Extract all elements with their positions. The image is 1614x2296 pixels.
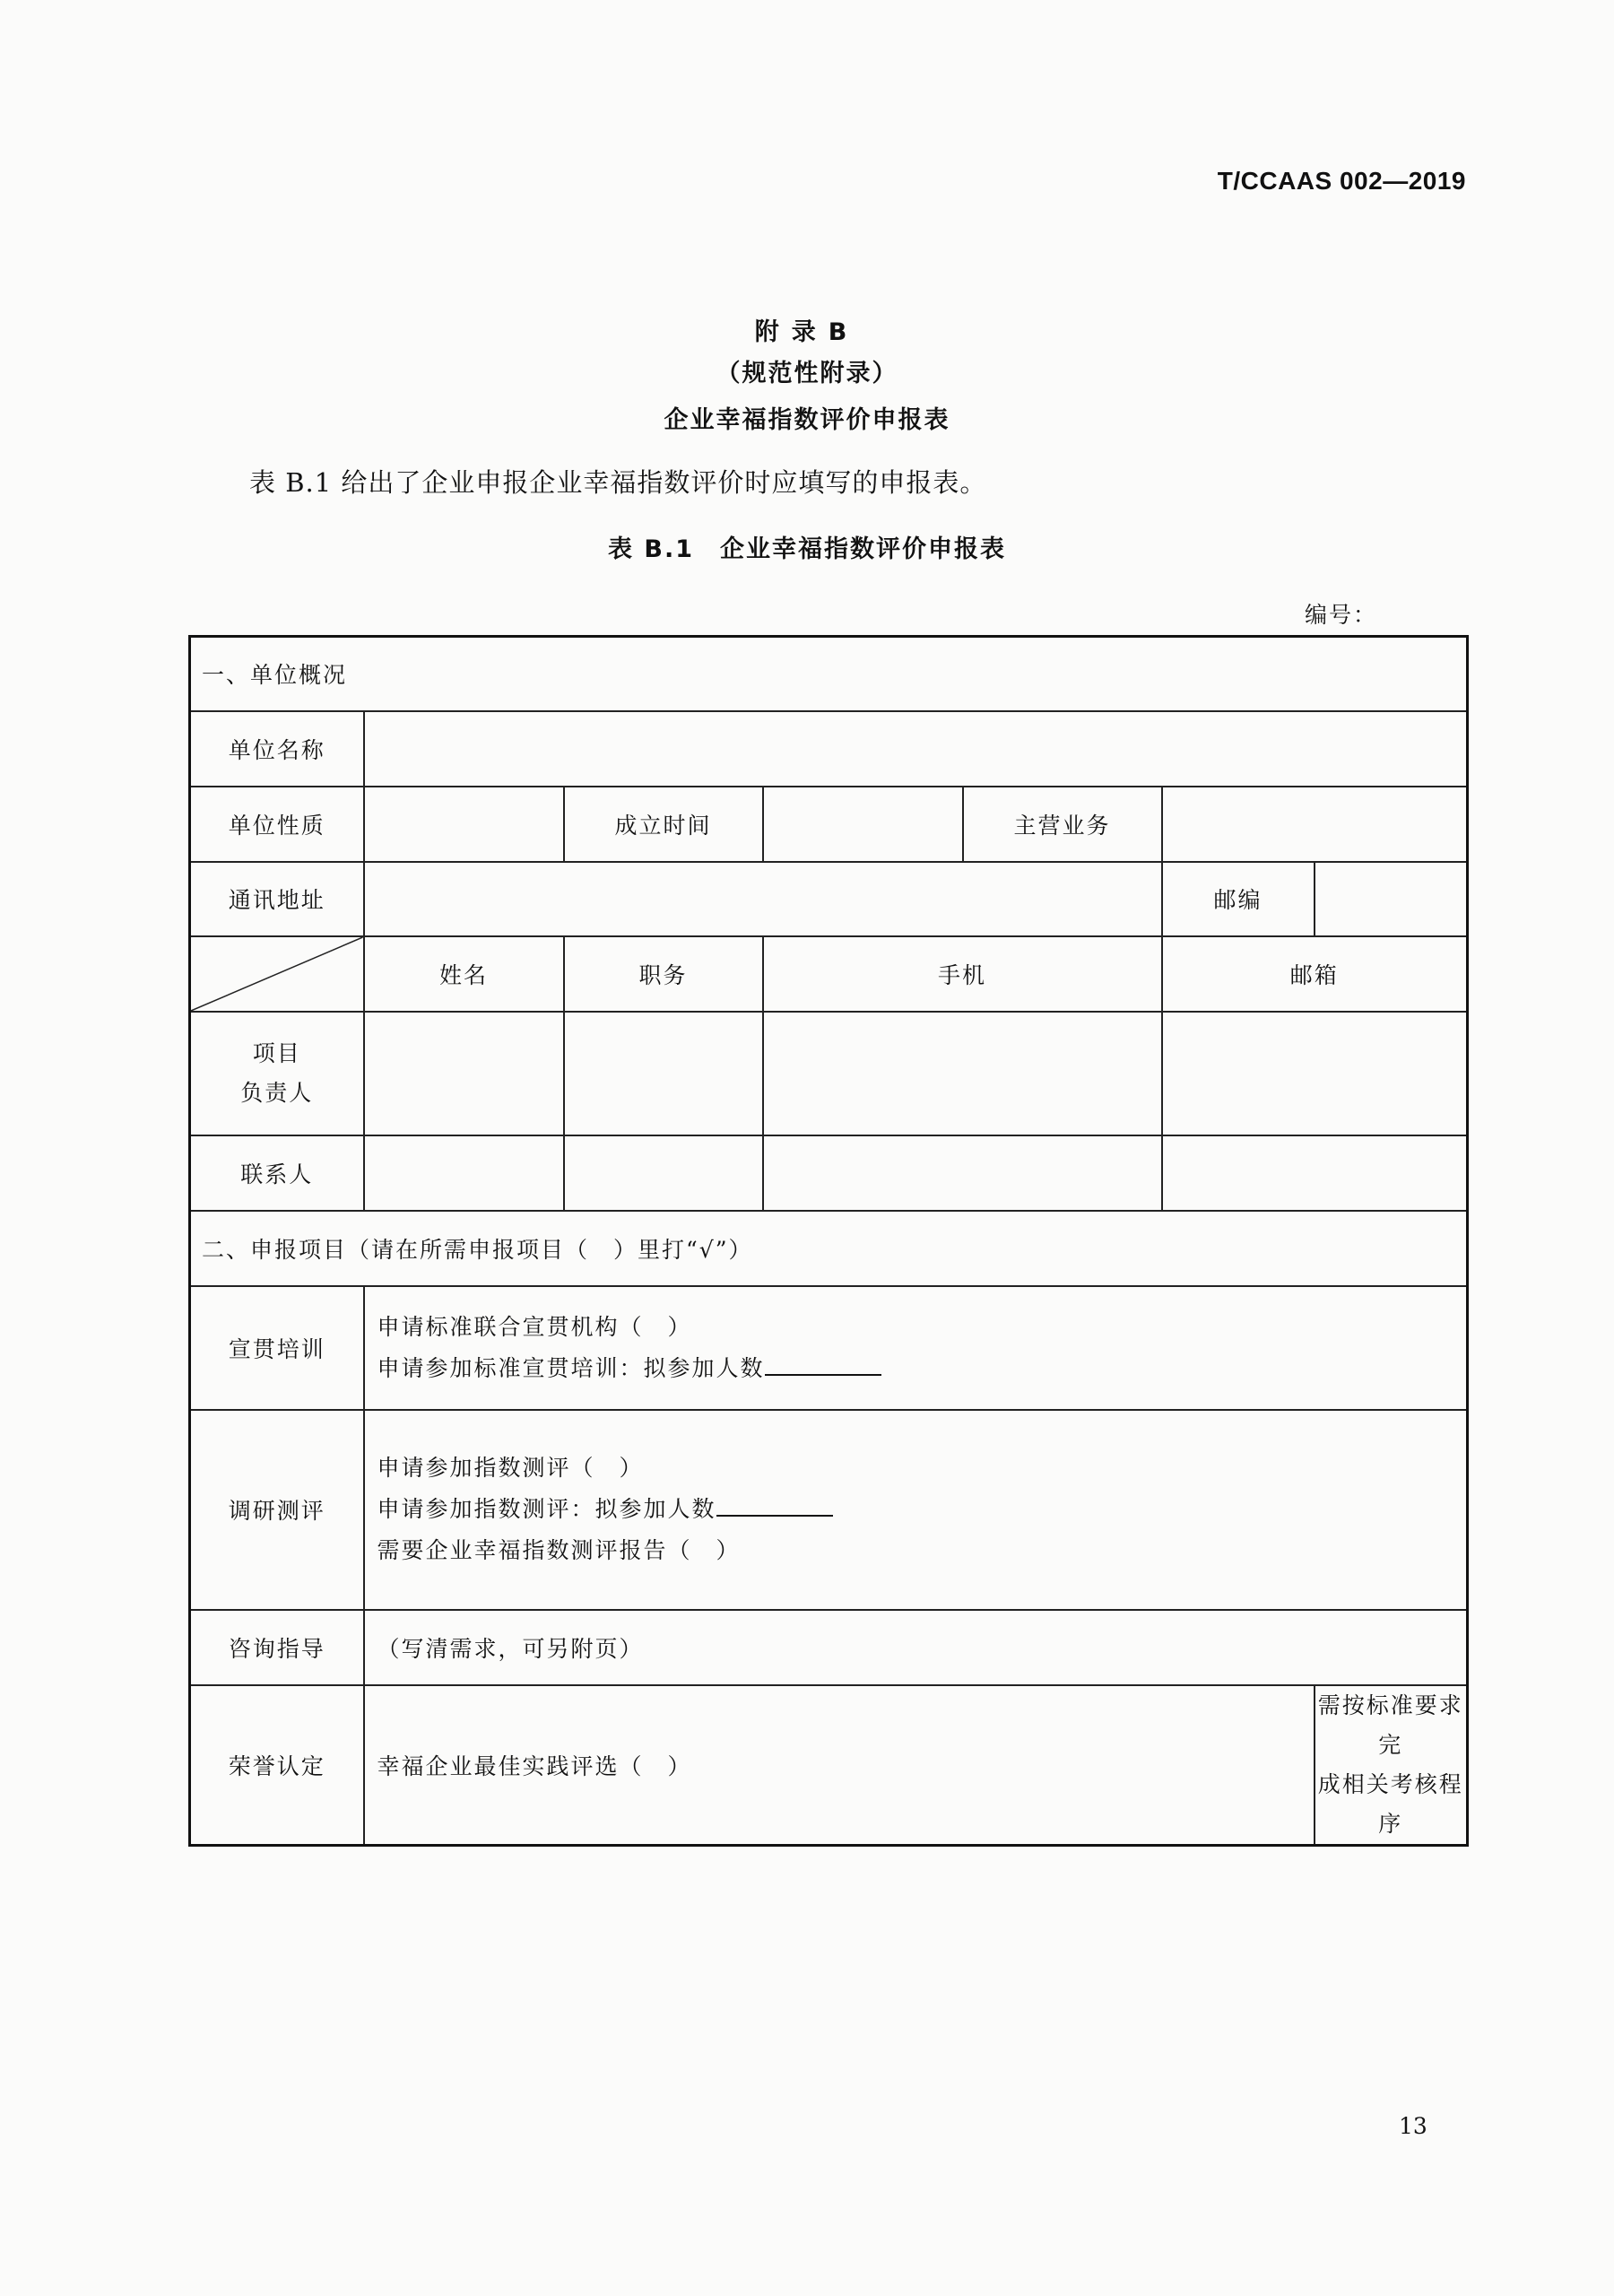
unit-name-field[interactable] <box>364 711 1468 787</box>
main-business-field[interactable] <box>1162 787 1468 862</box>
section-application-items: 二、申报项目（请在所需申报项目（ ）里打“√”） <box>190 1211 1468 1286</box>
contact-name-field[interactable] <box>364 1135 564 1211</box>
founded-label: 成立时间 <box>564 787 763 862</box>
project-leader-label <box>190 1012 364 1135</box>
leader-position-field[interactable] <box>564 1012 763 1135</box>
leader-email-field[interactable] <box>1162 1012 1468 1135</box>
unit-nature-field[interactable] <box>364 787 564 862</box>
intro-paragraph: 表 B.1 给出了企业申报企业幸福指数评价时应填写的申报表。 <box>249 467 987 498</box>
page-number: 13 <box>1399 2113 1427 2139</box>
col-header-mobile: 手机 <box>763 936 1162 1012</box>
main-business-label: 主营业务 <box>963 787 1162 862</box>
diagonal-line <box>191 937 363 1011</box>
consulting-label: 咨询指导 <box>190 1610 364 1685</box>
postcode-field[interactable] <box>1315 862 1468 936</box>
contact-label: 联系人 <box>190 1135 364 1211</box>
training-option-1[interactable]: 申请标准联合宣贯机构（ ） <box>377 1313 692 1340</box>
col-header-position: 职务 <box>564 936 763 1012</box>
survey-option-3[interactable]: 需要企业幸福指数测评报告（ ） <box>377 1537 741 1563</box>
honor-option[interactable]: 幸福企业最佳实践评选（ ） <box>364 1685 1315 1846</box>
training-count-blank[interactable] <box>765 1354 881 1376</box>
survey-option-2[interactable] <box>377 1489 1467 1530</box>
unit-nature-label: 单位性质 <box>190 787 364 862</box>
serial-number-label: 编号： <box>1305 602 1378 628</box>
diagonal-header-cell <box>190 936 364 1012</box>
training-label: 宣贯培训 <box>190 1286 364 1410</box>
consulting-field[interactable]: （写清需求，可另附页） <box>364 1610 1468 1685</box>
founded-field[interactable] <box>763 787 963 862</box>
leader-mobile-field[interactable] <box>763 1012 1162 1135</box>
form-title: 企业幸福指数评价申报表 <box>664 406 950 434</box>
survey-options <box>364 1410 1468 1610</box>
unit-name-label: 单位名称 <box>190 711 364 787</box>
honor-note-line1: 需按标准要求完 <box>1317 1692 1463 1758</box>
section-unit-overview: 一、单位概况 <box>190 637 1468 711</box>
contact-mobile-field[interactable] <box>763 1135 1162 1211</box>
honor-note <box>1315 1685 1468 1846</box>
training-option-2[interactable] <box>377 1348 1467 1389</box>
project-leader-label-line2: 负责人 <box>240 1079 314 1106</box>
appendix-subtitle: （规范性附录） <box>716 360 898 387</box>
honor-label: 荣誉认定 <box>190 1685 364 1846</box>
contact-email-field[interactable] <box>1162 1135 1468 1211</box>
survey-option-1[interactable]: 申请参加指数测评（ ） <box>377 1455 644 1481</box>
leader-name-field[interactable] <box>364 1012 564 1135</box>
address-field[interactable] <box>364 862 1162 936</box>
contact-position-field[interactable] <box>564 1135 763 1211</box>
honor-note-line2: 成相关考核程序 <box>1317 1770 1463 1837</box>
appendix-title: 附录B <box>754 318 860 346</box>
training-options <box>364 1286 1468 1410</box>
survey-option-2-text: 申请参加指数测评：拟参加人数 <box>377 1496 716 1522</box>
col-header-email: 邮箱 <box>1162 936 1468 1012</box>
survey-count-blank[interactable] <box>716 1495 833 1517</box>
survey-label: 调研测评 <box>190 1410 364 1610</box>
training-option-2-text: 申请参加标准宣贯培训：拟参加人数 <box>377 1354 765 1381</box>
project-leader-label-line1: 项目 <box>252 1039 301 1066</box>
document-code: T/CCAAS 002—2019 <box>1217 167 1466 195</box>
table-caption: 表 B.1 企业幸福指数评价申报表 <box>607 535 1007 563</box>
postcode-label: 邮编 <box>1162 862 1315 936</box>
col-header-name: 姓名 <box>364 936 564 1012</box>
address-label: 通讯地址 <box>190 862 364 936</box>
application-form-table <box>188 635 1469 1847</box>
